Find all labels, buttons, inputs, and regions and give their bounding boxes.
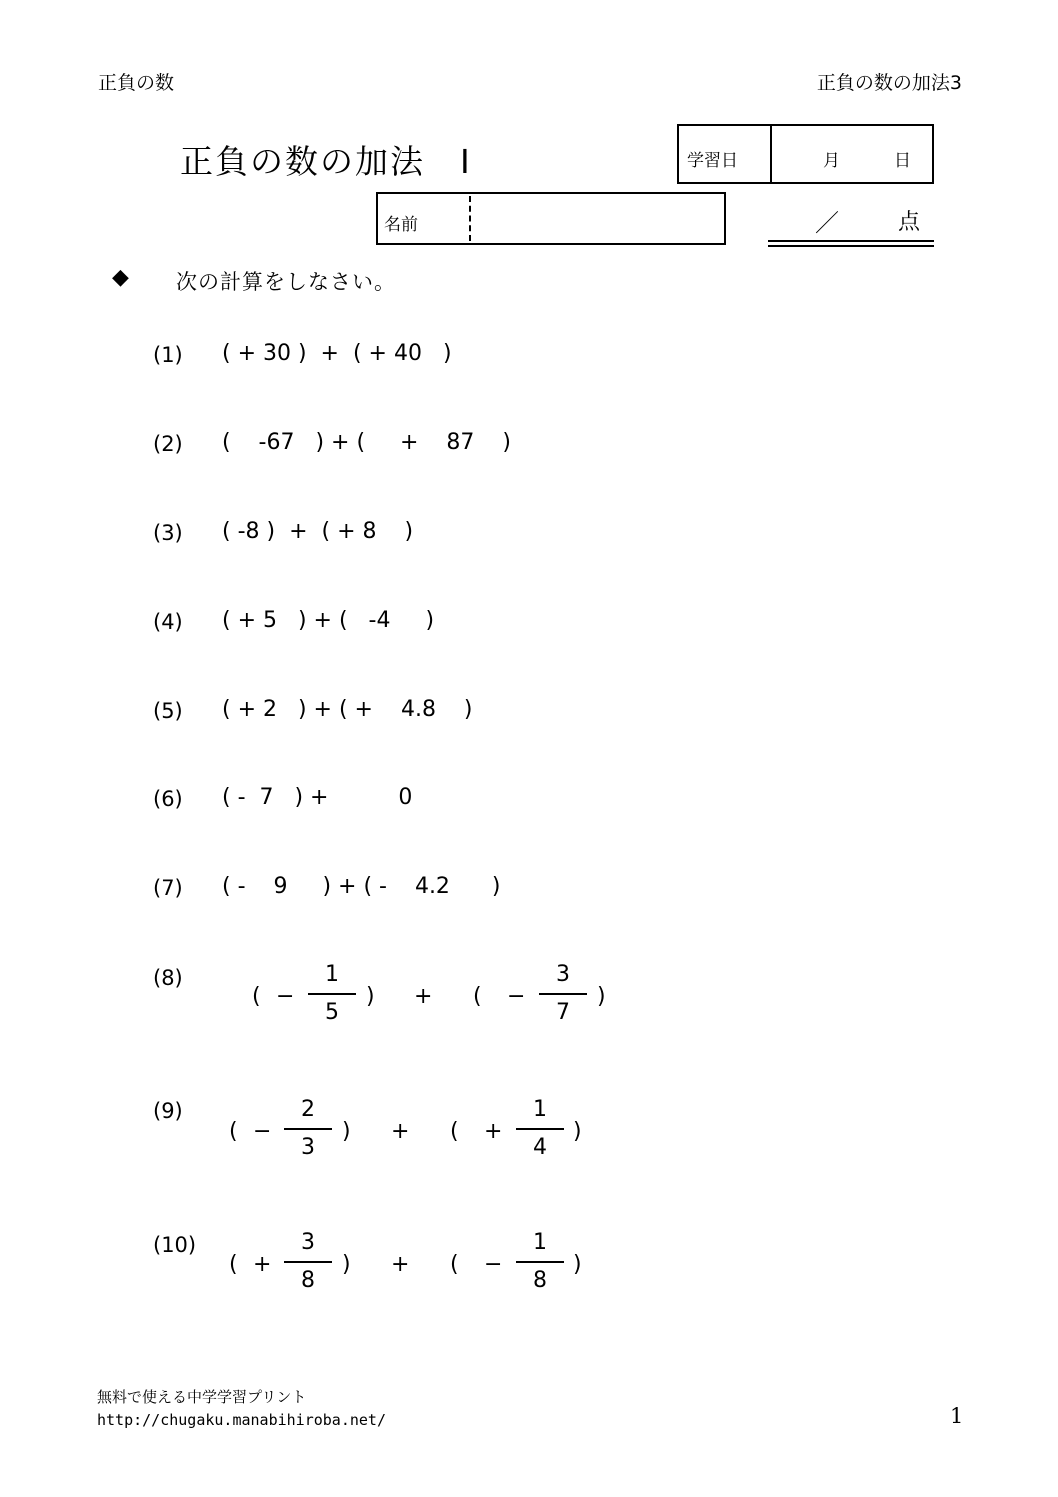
problem-9-numerator-2: 1 <box>533 1097 547 1122</box>
problem-8-denominator-2: 7 <box>556 1000 570 1025</box>
problem-3-expression: ( -8 ) + ( + 8 ) <box>222 519 414 544</box>
score-slash: ／ <box>815 209 839 237</box>
problem-9-sign-2: + <box>484 1119 503 1144</box>
score-label: 点 <box>898 210 921 235</box>
problem-8-numerator-1: 1 <box>325 962 339 987</box>
problem-10-close-1: ) <box>342 1252 351 1277</box>
fraction-bar <box>308 993 356 995</box>
footer-site-name: 無料で使える中学学習プリント <box>97 1388 307 1406</box>
problem-8-operator: + <box>414 984 433 1009</box>
problem-8-close-1: ) <box>366 984 375 1009</box>
page-number: 1 <box>950 1404 964 1428</box>
problem-8-number: (8) <box>153 966 183 990</box>
problem-9-open-1: ( <box>229 1119 238 1144</box>
problem-9-denominator-1: 3 <box>301 1135 315 1160</box>
name-box <box>376 192 726 245</box>
problem-8-fraction-1 <box>308 960 356 1028</box>
date-label: 学習日 <box>687 151 738 171</box>
footer-url[interactable]: http://chugaku.manabihiroba.net/ <box>97 1411 386 1429</box>
month-label: 月 <box>823 151 840 171</box>
fraction-bar <box>284 1128 332 1130</box>
problem-4-expression: ( + 5 ) + ( -4 ) <box>222 608 435 633</box>
problem-10-fraction-2 <box>516 1228 564 1296</box>
fraction-bar <box>516 1261 564 1263</box>
problem-9-open-2: ( <box>450 1119 459 1144</box>
problem-3-number: (3) <box>153 521 183 545</box>
problem-10-sign-1: + <box>253 1252 272 1277</box>
problem-9-close-1: ) <box>342 1119 351 1144</box>
problem-4-number: (4) <box>153 610 183 634</box>
problem-10-close-2: ) <box>573 1252 582 1277</box>
problem-8-open-1: ( <box>252 984 261 1009</box>
date-box <box>677 124 934 184</box>
problem-10-fraction-1 <box>284 1228 332 1296</box>
problem-9-fraction-1 <box>284 1095 332 1163</box>
instruction-bullet: ◆ <box>112 265 129 290</box>
problem-9-sign-1: − <box>253 1119 272 1144</box>
problem-2-number: (2) <box>153 432 183 456</box>
problem-8-close-2: ) <box>597 984 606 1009</box>
day-label: 日 <box>894 151 911 171</box>
problem-5-number: (5) <box>153 699 183 723</box>
problem-10-numerator-2: 1 <box>533 1230 547 1255</box>
problem-9-number: (9) <box>153 1099 183 1123</box>
instruction-text: 次の計算をしなさい。 <box>176 270 396 294</box>
problem-9-fraction-2 <box>516 1095 564 1163</box>
problem-9-operator: + <box>391 1119 410 1144</box>
problem-9-numerator-1: 2 <box>301 1097 315 1122</box>
problem-6-number: (6) <box>153 787 183 811</box>
problem-9-close-2: ) <box>573 1119 582 1144</box>
problem-10-denominator-2: 8 <box>533 1268 547 1293</box>
problem-8-sign-2: − <box>507 984 526 1009</box>
problem-10-open-1: ( <box>229 1252 238 1277</box>
problem-10-denominator-1: 8 <box>301 1268 315 1293</box>
fraction-bar <box>284 1261 332 1263</box>
fraction-bar <box>516 1128 564 1130</box>
problem-8-denominator-1: 5 <box>325 1000 339 1025</box>
score-underline-1 <box>768 240 934 242</box>
problem-6-expression: ( - 7 ) + 0 <box>222 785 413 810</box>
page-title: 正負の数の加法 Ⅰ <box>180 142 472 181</box>
problem-10-sign-2: − <box>484 1252 503 1277</box>
problem-10-number: (10) <box>153 1233 197 1257</box>
problem-8-numerator-2: 3 <box>556 962 570 987</box>
problem-7-number: (7) <box>153 876 183 900</box>
problem-10-operator: + <box>391 1252 410 1277</box>
date-box-divider <box>770 126 772 182</box>
problem-8-open-2: ( <box>473 984 482 1009</box>
score-underline-2 <box>768 245 934 247</box>
header-right: 正負の数の加法3 <box>816 72 962 94</box>
problem-2-expression: ( -67 ) + ( + 87 ) <box>222 430 511 455</box>
problem-8-fraction-2 <box>539 960 587 1028</box>
problem-10-numerator-1: 3 <box>301 1230 315 1255</box>
problem-9-denominator-2: 4 <box>533 1135 547 1160</box>
fraction-bar <box>539 993 587 995</box>
name-box-divider <box>469 196 471 241</box>
problem-7-expression: ( - 9 ) + ( - 4.2 ) <box>222 874 501 899</box>
problem-1-expression: ( + 30 ) + ( + 40 ) <box>222 341 452 366</box>
problem-10-open-2: ( <box>450 1252 459 1277</box>
header-left: 正負の数 <box>98 72 175 94</box>
name-label: 名前 <box>384 215 418 235</box>
problem-8-sign-1: − <box>276 984 295 1009</box>
problem-1-number: (1) <box>153 343 183 367</box>
problem-5-expression: ( + 2 ) + ( + 4.8 ) <box>222 697 473 722</box>
